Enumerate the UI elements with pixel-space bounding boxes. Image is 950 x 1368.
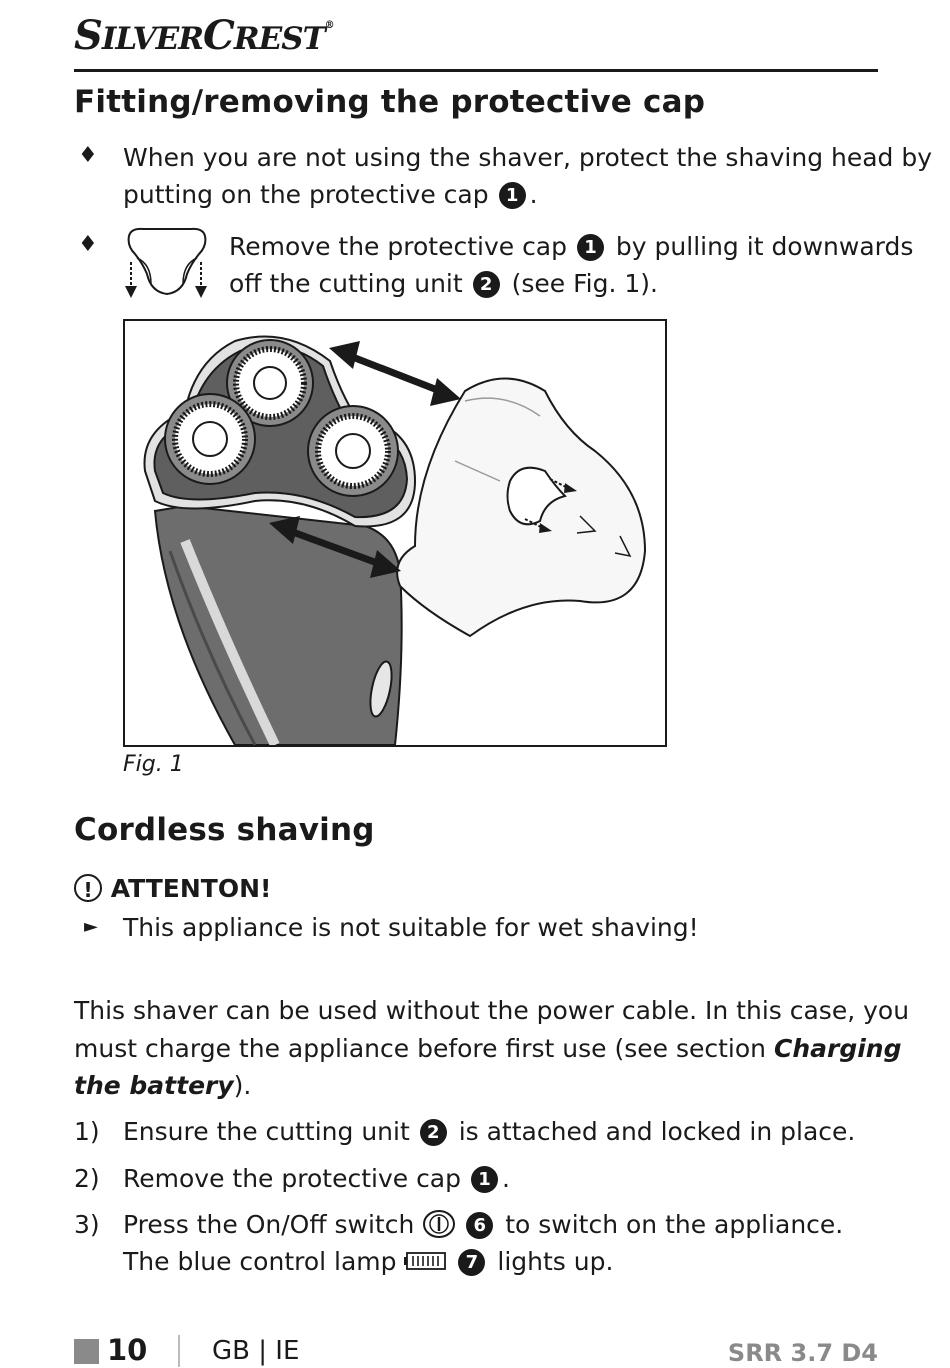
model-number: SRR 3.7 D4 (727, 1339, 878, 1367)
footer-divider (178, 1335, 180, 1367)
step-1: Ensure the cutting unit 2 is attached and locked in place. (123, 1117, 856, 1146)
figure-caption: Fig. 1 (123, 752, 184, 777)
ref-number: 6 (466, 1212, 493, 1239)
step-number: 2) (74, 1164, 100, 1193)
bullet-diamond: ♦ (78, 232, 98, 257)
ref-number: 2 (420, 1119, 447, 1146)
ref-number: 1 (471, 1166, 498, 1193)
bullet1-line1: When you are not using the shaver, protect the shaving head by (123, 143, 933, 172)
ref-number: 7 (458, 1249, 485, 1276)
paragraph-line3: the battery). (74, 1071, 252, 1100)
attention-heading: ! ATTENTON! (74, 874, 271, 903)
power-switch-icon (422, 1209, 456, 1239)
step-3: Press the On/Off switch 6 to switch on the appliance. (123, 1210, 844, 1239)
bullet-diamond: ♦ (78, 143, 98, 168)
page-number: 10 (107, 1333, 148, 1367)
ref-number: 2 (473, 271, 500, 298)
bullet2-line2: off the cutting unit 2 (see Fig. 1). (229, 269, 658, 298)
paragraph-line2: must charge the appliance before first use (see section Charging (74, 1034, 902, 1063)
step-2: Remove the protective cap 1 . (123, 1164, 510, 1193)
section-title-protective-cap: Fitting/removing the protective cap (74, 84, 706, 120)
brand-logo: SILVERCREST® (74, 12, 334, 59)
arrow-bullet: ► (84, 916, 98, 937)
header-rule (74, 69, 878, 72)
ref-number: 1 (499, 182, 526, 209)
bullet1-line2: putting on the protective cap 1 . (123, 180, 538, 209)
step-number: 1) (74, 1117, 100, 1146)
cap-removal-icon (121, 224, 213, 300)
step-number: 3) (74, 1210, 100, 1239)
ref-number: 1 (577, 234, 604, 261)
figure-1-frame (123, 319, 667, 747)
shaver-illustration (125, 321, 665, 745)
battery-lamp-icon (404, 1250, 448, 1272)
footer-language: GB | IE (212, 1336, 300, 1366)
warning-icon: ! (74, 874, 102, 902)
warning-text: This appliance is not suitable for wet shaving! (123, 913, 699, 942)
section-title-cordless-shaving: Cordless shaving (74, 812, 375, 848)
footer-square (74, 1339, 99, 1364)
paragraph-line1: This shaver can be used without the power cable. In this case, you (74, 996, 910, 1025)
step-3-line2: The blue control lamp 7 lights up. (123, 1247, 614, 1276)
bullet2-line1: Remove the protective cap 1 by pulling it downwards (229, 232, 914, 261)
